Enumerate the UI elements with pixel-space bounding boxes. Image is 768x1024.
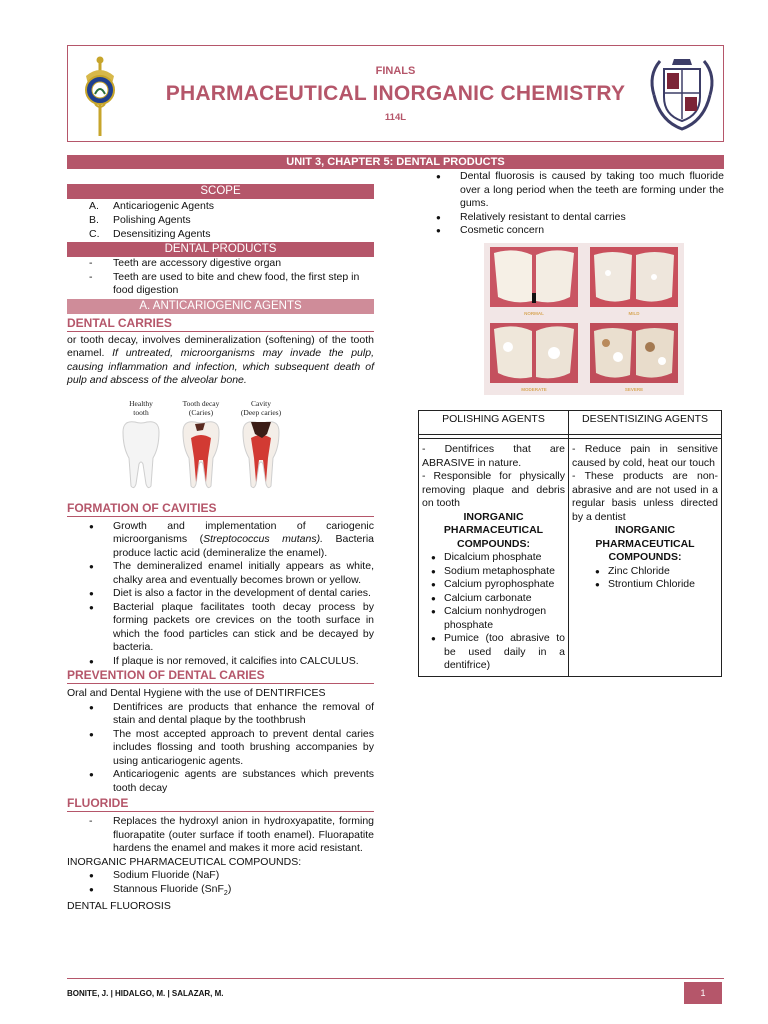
- svg-text:Cavity: Cavity: [251, 398, 271, 408]
- cavity-tooth-icon: [243, 421, 279, 487]
- list-item: ● The demineralized enamel initially appears as white, chalky area and eventually becomes brown or yellow.: [89, 560, 374, 586]
- left-column: [67, 184, 374, 914]
- list-item: ● Diet is also a factor in the development of dental caries.: [89, 587, 371, 599]
- list-item: ● Growth and implementation of cariogenic microorganisms (Streptococcus mutans). Bacteria produce lactic acid (demineralize the enamel).: [89, 519, 375, 559]
- footer-authors: BONITE, J. | HIDALGO, M. | SALAZAR, M.: [67, 989, 224, 998]
- list-item: ● Stannous Fluoride (SnF$_2$): [89, 882, 232, 897]
- list-item: ● Cosmetic concern: [436, 224, 545, 236]
- svg-text:(Caries): (Caries): [188, 407, 214, 417]
- list-item: - Teeth are used to bite and chew food, the first step in food digestion: [89, 270, 360, 296]
- formation-heading: FORMATION OF CAVITIES: [67, 501, 374, 517]
- list-item: - Teeth are accessory digestive organ: [89, 257, 282, 269]
- svg-text:MODERATE: MODERATE: [521, 387, 547, 392]
- svg-text:tooth: tooth: [133, 407, 149, 417]
- prevention-intro: Oral and Dental Hygiene with the use of DENTIRFICES: [67, 687, 326, 699]
- dental-caries-heading: DENTAL CARRIES: [67, 316, 374, 332]
- table-row: [419, 439, 722, 677]
- list-item: ● The most accepted approach to prevent dental caries includes flossing and tooth brushing accompanies by using anticariogenic agents.: [89, 727, 374, 767]
- list-item: ● Bacterial plaque facilitates tooth decay process by forming packets ore crevices on the tooth surface in which the food particles can stick and be decayed by bacteria.: [89, 600, 374, 653]
- agents-table: [418, 410, 722, 677]
- fluoride-compounds-label: INORGANIC PHARMACEUTICAL COMPOUNDS:: [67, 855, 302, 868]
- table-header-row: [419, 411, 722, 435]
- footer-divider: [67, 978, 724, 979]
- fluorosis-list: [414, 170, 724, 238]
- healthy-tooth-icon: [123, 421, 159, 487]
- severe-fluorosis-photo: [590, 323, 678, 392]
- prevention-list: [67, 701, 374, 796]
- right-column: [414, 170, 724, 238]
- list-item: B. Polishing Agents: [89, 214, 191, 226]
- university-crest-icon: [646, 55, 718, 133]
- dental-caries-text: or tooth decay, involves demineralization (softening) of the tooth enamel. If untreated, microorganisms may invade the pulp, causing inflammation and infection, which subsequent death of pulp and abscess of the alveolar bone.: [67, 333, 374, 386]
- desensitizing-agents-header: DESENTISIZING AGENTS: [569, 411, 722, 435]
- caries-tooth-icon: [183, 421, 219, 487]
- fluoride-heading: FLUORIDE: [67, 796, 374, 812]
- list-item: - Replaces the hydroxyl anion in hydroxyapatite, forming fluorapatite (outer surface if tooth enamel). Fluorapatite hardens the enamel and makes it more acid resistant.: [89, 815, 374, 854]
- list-item: ● Relatively resistant to dental carries: [436, 210, 626, 223]
- desensitizing-agents-cell: - Reduce pain in sensitive caused by cold, heat our touch - These products are non-abrasive and are not used in a regular basis unless directed by a dentist INORGANIC PHARMACEUTICAL COMPOUNDS: ● Zinc Chloride ● Strontium Chloride: [569, 439, 722, 677]
- unit-title-bar: UNIT 3, CHAPTER 5: DENTAL PRODUCTS: [67, 155, 724, 169]
- tooth-decay-figure: [115, 398, 345, 494]
- list-item: ● Anticariogenic agents are substances which prevents tooth decay: [89, 768, 374, 794]
- svg-text:MILD: MILD: [628, 311, 640, 316]
- polishing-agents-cell: - Dentifrices that are ABRASIVE in nature. - Responsible for physically removing plaque and debris on tooth INORGANIC PHARMACEUTICAL COMPOUNDS: ● Dicalcium phosphate ● Sodium metaphosphate ● Calcium pyrophosphate ● Calcium carbonate ● Calcium nonhydrogen phosphate ● Pumice (too abrasive to be used daily in a dentifrice): [419, 439, 569, 677]
- svg-text:Tooth decay: Tooth decay: [182, 398, 220, 408]
- list-item: ● Sodium Fluoride (NaF): [89, 869, 220, 881]
- dental-products-heading: DENTAL PRODUCTS: [67, 242, 374, 257]
- fluoride-list: [67, 815, 374, 856]
- anticariogenic-heading: A. ANTICARIOGENIC AGENTS: [67, 299, 374, 314]
- list-item: C. Desensitizing Agents: [89, 228, 211, 240]
- course-title: PHARMACEUTICAL INORGANIC CHEMISTRY: [165, 82, 626, 105]
- course-code: 114L: [384, 112, 407, 123]
- svg-text:Healthy: Healthy: [129, 398, 153, 408]
- scope-heading: SCOPE: [67, 184, 374, 199]
- page-number: 1: [684, 982, 722, 1004]
- svg-text:(Deep caries): (Deep caries): [240, 407, 282, 417]
- list-item: ● Dental fluorosis is caused by taking too much fluoride over a long period when the teeth are forming under the gums.: [436, 170, 724, 209]
- scope-list: [67, 199, 374, 241]
- normal-teeth-photo: [490, 247, 578, 316]
- list-item: A. Anticariogenic Agents: [89, 200, 214, 212]
- moderate-fluorosis-photo: [490, 323, 578, 392]
- polishing-agents-header: POLISHING AGENTS: [419, 411, 569, 435]
- dental-fluorosis-label: DENTAL FLUOROSIS: [67, 900, 171, 913]
- fluoride-compounds-list: [67, 869, 374, 900]
- document-header: [67, 45, 724, 142]
- svg-text:NORMAL: NORMAL: [524, 311, 544, 316]
- list-item: ● If plaque is nor removed, it calcifies into CALCULUS.: [89, 654, 359, 667]
- fluorosis-severity-image: [484, 243, 684, 395]
- prevention-heading: PREVENTION OF DENTAL CARIES: [67, 668, 374, 684]
- formation-list: [67, 520, 374, 669]
- dental-products-list: [67, 257, 374, 298]
- mild-fluorosis-photo: [590, 247, 678, 316]
- svg-text:SEVERE: SEVERE: [624, 387, 644, 392]
- list-item: ● Dentifrices are products that enhance the removal of stain and dental plaque by the toothbrush: [89, 700, 374, 726]
- finals-label: FINALS: [375, 65, 416, 77]
